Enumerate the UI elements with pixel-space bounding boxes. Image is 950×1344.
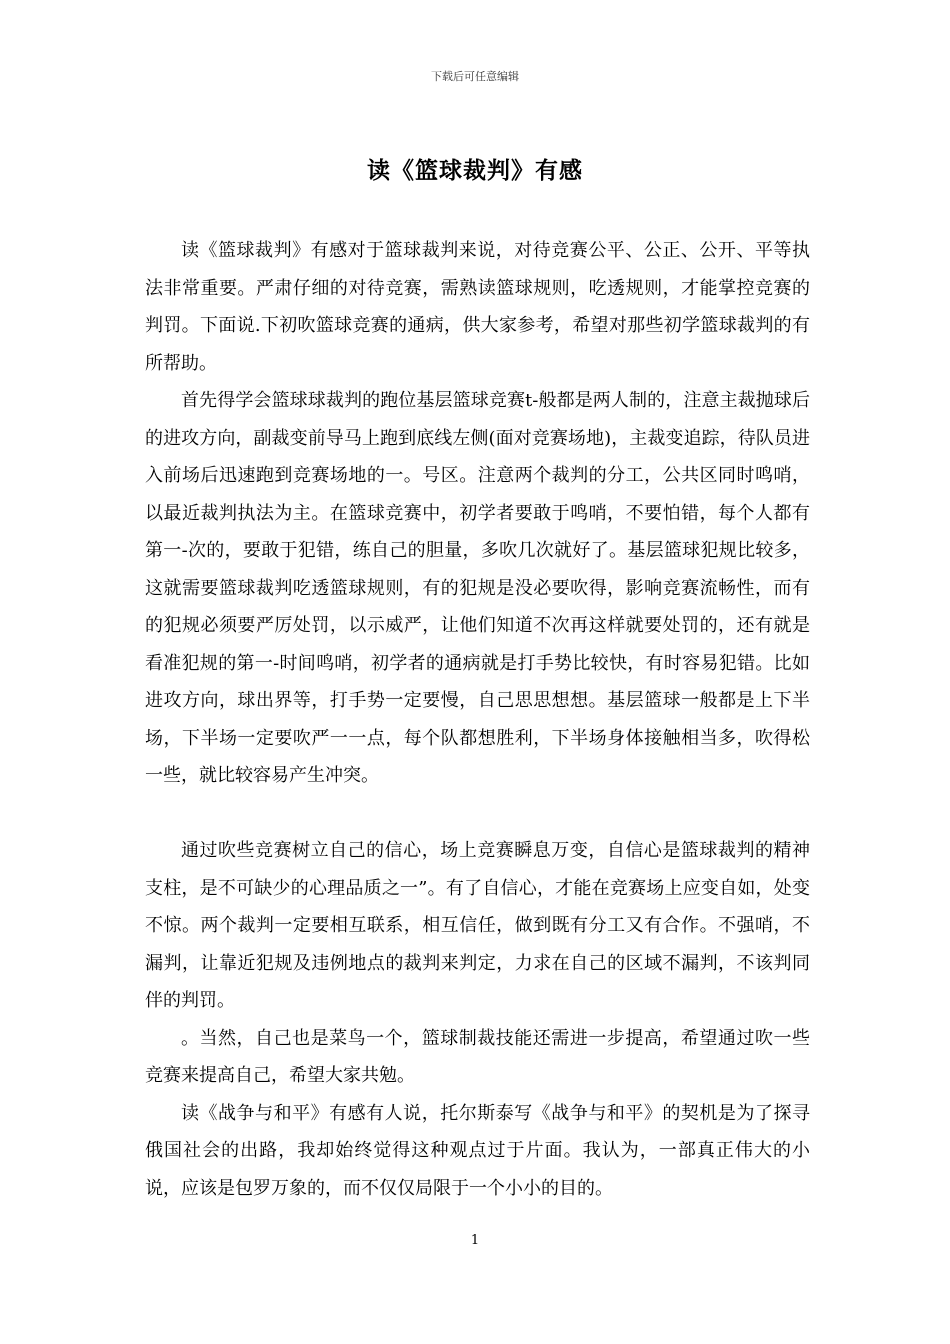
document-body: [145, 232, 810, 1207]
paragraph: 读《篮球裁判》有感对于篮球裁判来说，对待竞赛公平、公正、公开、平等执法非常重要。严肃仔细的对待竞赛，需熟读篮球规则，吃透规则，才能掌控竞赛的判罚。下面说.下初吹篮球竞赛的通病，供大家参考，希望对那些初学篮球裁判的有所帮助。: [145, 240, 810, 374]
paragraph: 。当然，自己也是菜鸟一个，篮球制裁技能还需进一步提高，希望通过吹一些竞赛来提高自己，希望大家共勉。: [145, 1027, 810, 1086]
paragraph: 首先得学会篮球球裁判的跑位基层篮球竞赛t-般都是两人制的，注意主裁抛球后的进攻方向，副裁变前导马上跑到底线左侧(面对竞赛场地)，主裁变追踪，待队员进入前场后迅速跑到竞赛场地的一。号区。注意两个裁判的分工，公共区同时鸣哨，以最近裁判执法为主。在篮球竞赛中，初学者要敢于鸣哨，不要怕错，每个人都有第一-次的，要敢于犯错，练自己的胆量，多吹几次就好了。基层篮球犯规比较多，这就需要篮球裁判吃透篮球规则，有的犯规是没必要吹得，影响竞赛流畅性，而有的犯规必须要严厉处罚，以示威严，让他们知道不次再这样就要处罚的，还有就是看准犯规的第一-时间鸣哨，初学者的通病就是打手势比较快，有时容易犯错。比如进攻方向，球出界等，打手势一定要慢，自己思思想想。基层篮球一般都是上下半场，下半场一定要吹严一一点，每个队都想胜利，下半场身体接触相当多，吹得松一些，就比较容易产生冲突。: [145, 390, 811, 786]
page-header: 下载后可任意编辑: [431, 70, 519, 83]
document-title: 读《篮球裁判》有感: [367, 157, 583, 184]
paragraph: 读《战争与和平》有感有人说，托尔斯泰写《战争与和平》的契机是为了探寻俄国社会的出路，我却始终觉得这种观点过于片面。我认为，一部真正伟大的小说，应该是包罗万象的，而不仅仅局限于一个小小的目的。: [145, 1102, 810, 1199]
paragraph: 通过吹些竞赛树立自己的信心，场上竞赛瞬息万变，自信心是篮球裁判的精神支柱，是不可缺少的心理品质之一”。有了自信心，才能在竞赛场上应变自如，处变不惊。两个裁判一定要相互联系，相互信任，做到既有分工又有合作。不强哨，不漏判，让靠近犯规及违例地点的裁判来判定，力求在自己的区域不漏判，不该判同伴的判罚。: [145, 840, 810, 1011]
page-number: 1: [470, 1233, 480, 1248]
